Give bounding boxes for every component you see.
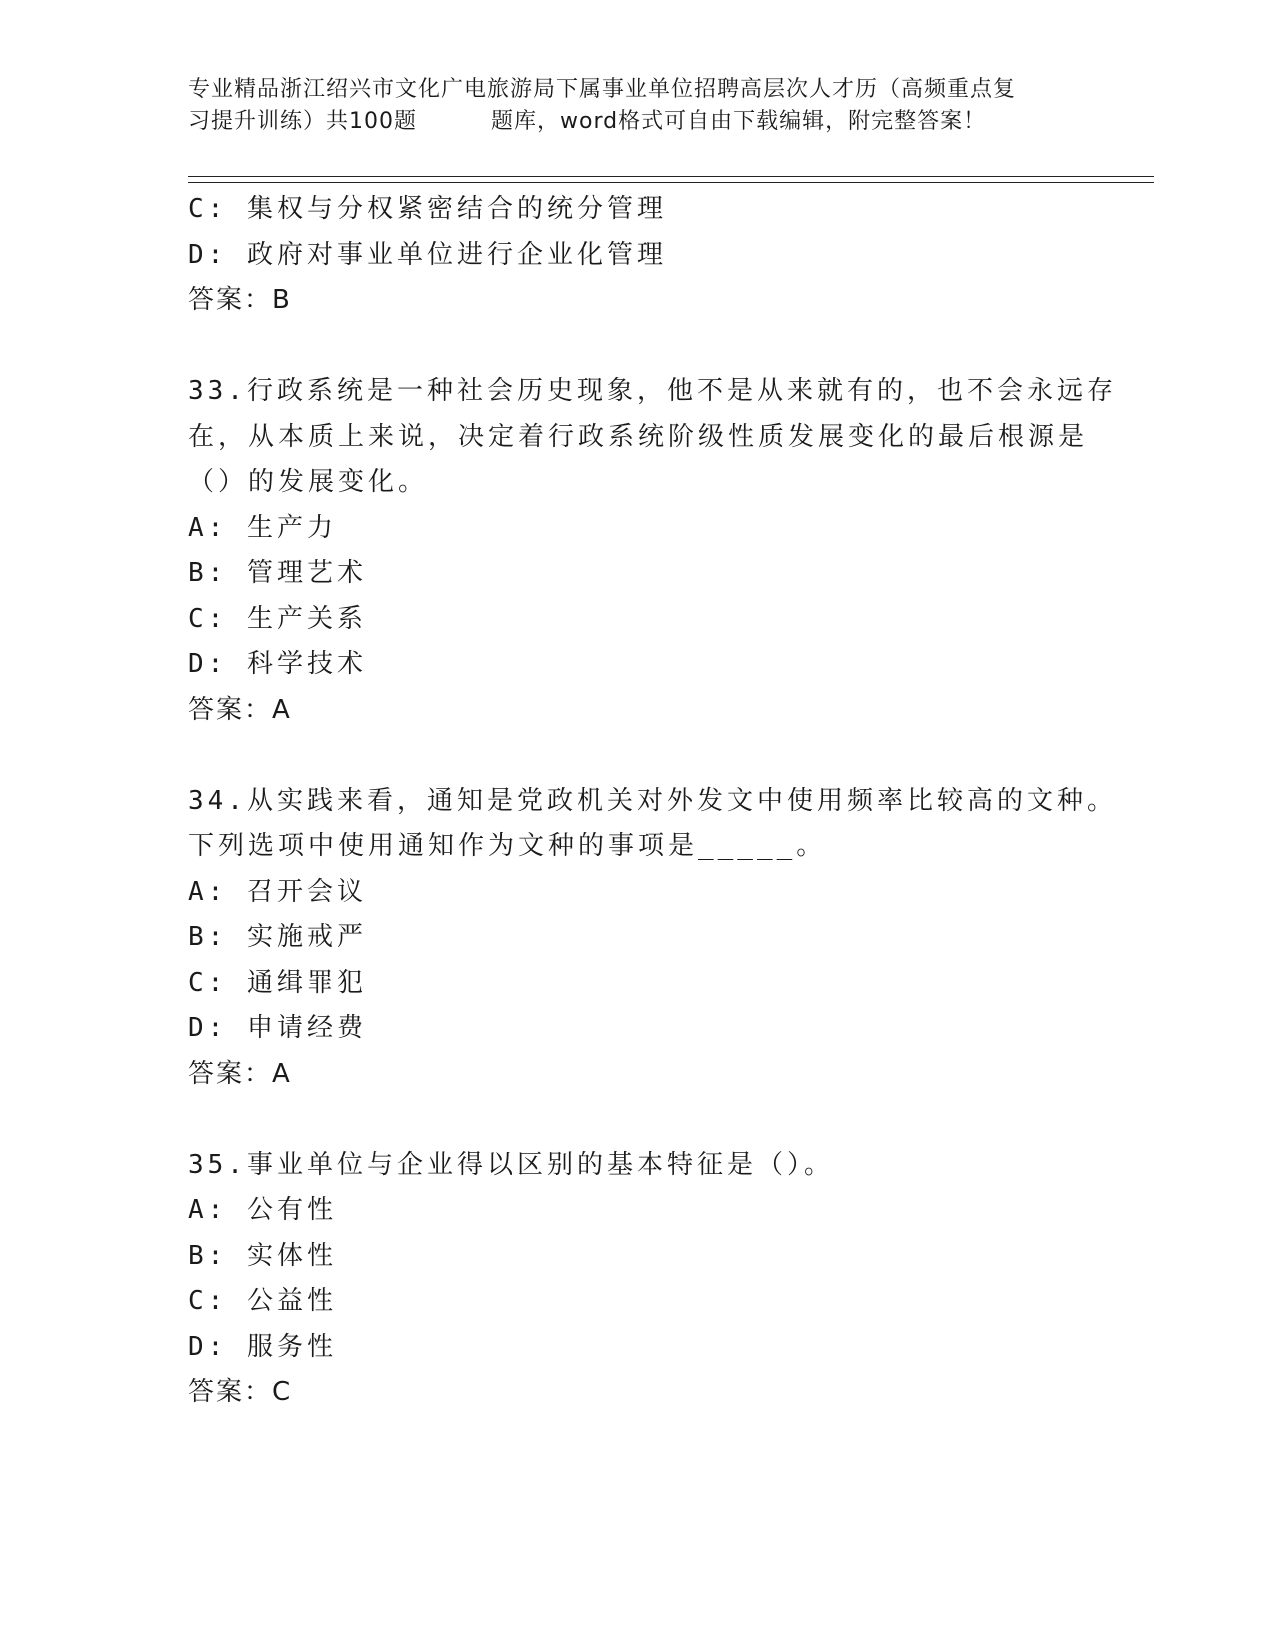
option-line: D: 服务性 [188, 1331, 337, 1362]
option-line: B: 实体性 [188, 1240, 337, 1271]
option-line: D: 政府对事业单位进行企业化管理 [188, 239, 667, 270]
option-line: C: 通缉罪犯 [188, 967, 367, 998]
answer-line: 答案：A [188, 694, 292, 725]
option-line: C: 公益性 [188, 1286, 337, 1316]
option-line: A: 召开会议 [188, 876, 367, 907]
option-line: D: 科学技术 [188, 649, 367, 679]
question-stem: （）的发展变化。 [188, 467, 429, 497]
option-line: C: 集权与分权紧密结合的统分管理 [188, 194, 667, 224]
header-title-line2 [188, 106, 1088, 138]
header-title-line2-left: 习提升训练）共100题 [188, 109, 417, 134]
option-line: C: 生产关系 [188, 603, 367, 634]
question-stem: 34.从实践来看，通知是党政机关对外发文中使用频率比较高的文种。 [188, 785, 1117, 816]
question-stem: 在，从本质上来说，决定着行政系统阶级性质发展变化的最后根源是 [188, 421, 1089, 452]
answer-line: 答案：B [188, 285, 292, 315]
question-stem: 35.事业单位与企业得以区别的基本特征是（）。 [188, 1149, 834, 1180]
header-title-line2-right: 题库，word格式可自由下载编辑，附完整答案！ [491, 109, 987, 134]
question-list [188, 187, 1117, 1416]
option-line: D: 申请经费 [188, 1013, 367, 1043]
option-line: A: 生产力 [188, 512, 337, 543]
option-line: B: 管理艺术 [188, 558, 367, 588]
answer-line: 答案：C [188, 1377, 293, 1407]
page-header [188, 74, 1088, 138]
header-title-line1: 专业精品浙江绍兴市文化广电旅游局下属事业单位招聘高层次人才历（高频重点复 [188, 77, 1017, 102]
option-line: B: 实施戒严 [188, 922, 367, 952]
header-divider [188, 176, 1154, 183]
option-line: A: 公有性 [188, 1195, 337, 1225]
question-stem: 33.行政系统是一种社会历史现象，他不是从来就有的，也不会永远存 [188, 376, 1117, 406]
question-stem: 下列选项中使用通知作为文种的事项是_____。 [188, 831, 827, 861]
answer-line: 答案：A [188, 1058, 292, 1089]
